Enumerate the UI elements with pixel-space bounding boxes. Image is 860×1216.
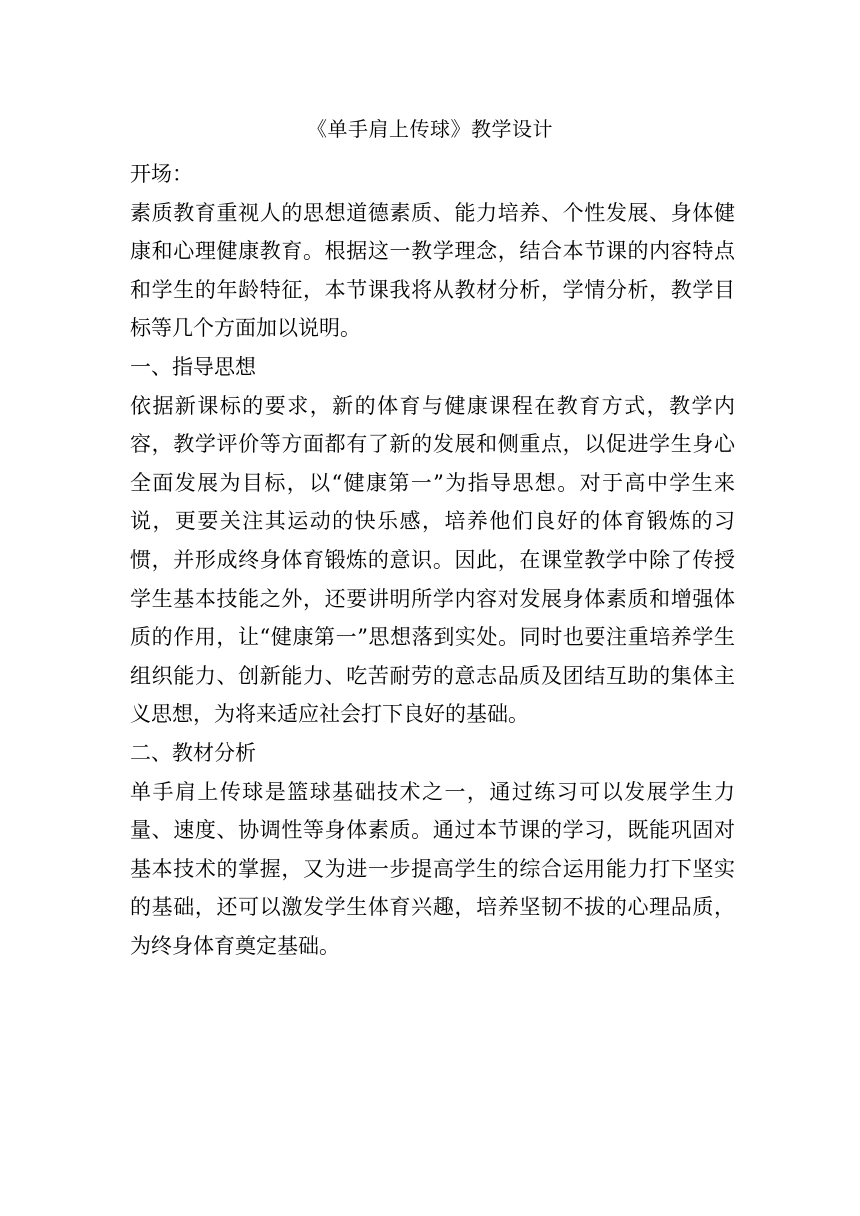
document-body	[130, 155, 735, 965]
opening-heading: 开场：	[130, 162, 193, 186]
document-title: 《单手肩上传球》教学设计	[307, 117, 553, 141]
section-2-paragraph: 单手肩上传球是篮球基础技术之一，通过练习可以发展学生力量、速度、协调性等身体素质。通过本节课的学习，既能巩固对基本技术的掌握，又为进一步提高学生的综合运用能力打下坚实的基础，还可以激发学生体育兴趣，培养坚韧不拔的心理品质，为终身体育奠定基础。	[130, 779, 735, 958]
section-2-heading: 二、教材分析	[130, 740, 256, 765]
section-1-paragraph: 依据新课标的要求，新的体育与健康课程在教育方式，教学内容，教学评价等方面都有了新的发展和侧重点，以促进学生身心全面发展为目标，以“健康第一”为指导思想。对于高中学生来说，更要关注其运动的快乐感，培养他们良好的体育锻炼的习惯，并形成终身体育锻炼的意识。因此，在课堂教学中除了传授学生基本技能之外，还要讲明所学内容对发展身体素质和增强体质的作用，让“健康第一”思想落到实处。同时也要注重培养学生组织能力、创新能力、吃苦耐劳的意志品质及团结互助的集体主义思想，为将来适应社会打下良好的基础。	[130, 393, 735, 727]
section-1-heading: 一、指导思想	[130, 354, 256, 379]
opening-paragraph: 素质教育重视人的思想道德素质、能力培养、个性发展、身体健康和心理健康教育。根据这一教学理念，结合本节课的内容特点和学生的年龄特征，本节课我将从教材分析，学情分析，教学目标等几个方面加以说明。	[130, 200, 735, 341]
